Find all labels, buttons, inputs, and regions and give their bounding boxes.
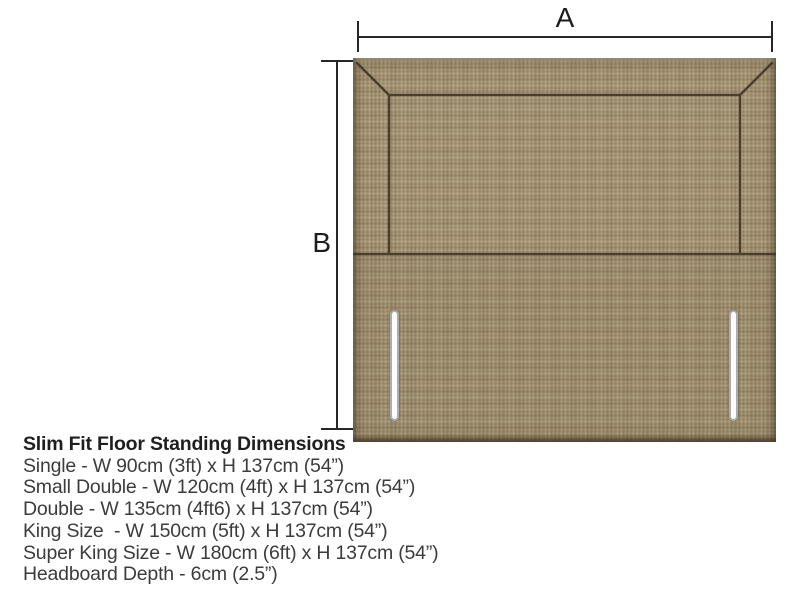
dimensions-text-block: [23, 433, 438, 586]
leg-slot-left: [390, 310, 399, 421]
height-dimension-label: B: [312, 227, 331, 258]
dimension-line-single: Single - W 90cm (3ft) x H 137cm (54”): [23, 454, 344, 477]
leg-slot-right: [729, 310, 738, 421]
height-dimension-tick-top: [321, 60, 353, 62]
width-dimension-label: A: [555, 2, 575, 33]
height-dimension-line: [336, 60, 338, 430]
width-dimension-line: [358, 36, 772, 38]
dimension-line-king-size: King Size - W 150cm (5ft) x H 137cm (54”): [23, 519, 388, 542]
dimension-line-double: Double - W 135cm (4ft6) x H 137cm (54”): [23, 498, 373, 521]
dimension-line-super-king: Super King Size - W 180cm (6ft) x H 137cm (54”): [23, 541, 439, 564]
stitched-seam-lines: [353, 58, 776, 442]
dimensions-title: Slim Fit Floor Standing Dimensions: [23, 433, 346, 455]
dimension-line-small-double: Small Double - W 120cm (4ft) x H 137cm (54”): [23, 476, 416, 499]
height-dimension-tick-bottom: [321, 428, 353, 430]
headboard-image: [353, 58, 776, 442]
dimension-line-depth: Headboard Depth - 6cm (2.5”): [23, 563, 278, 586]
